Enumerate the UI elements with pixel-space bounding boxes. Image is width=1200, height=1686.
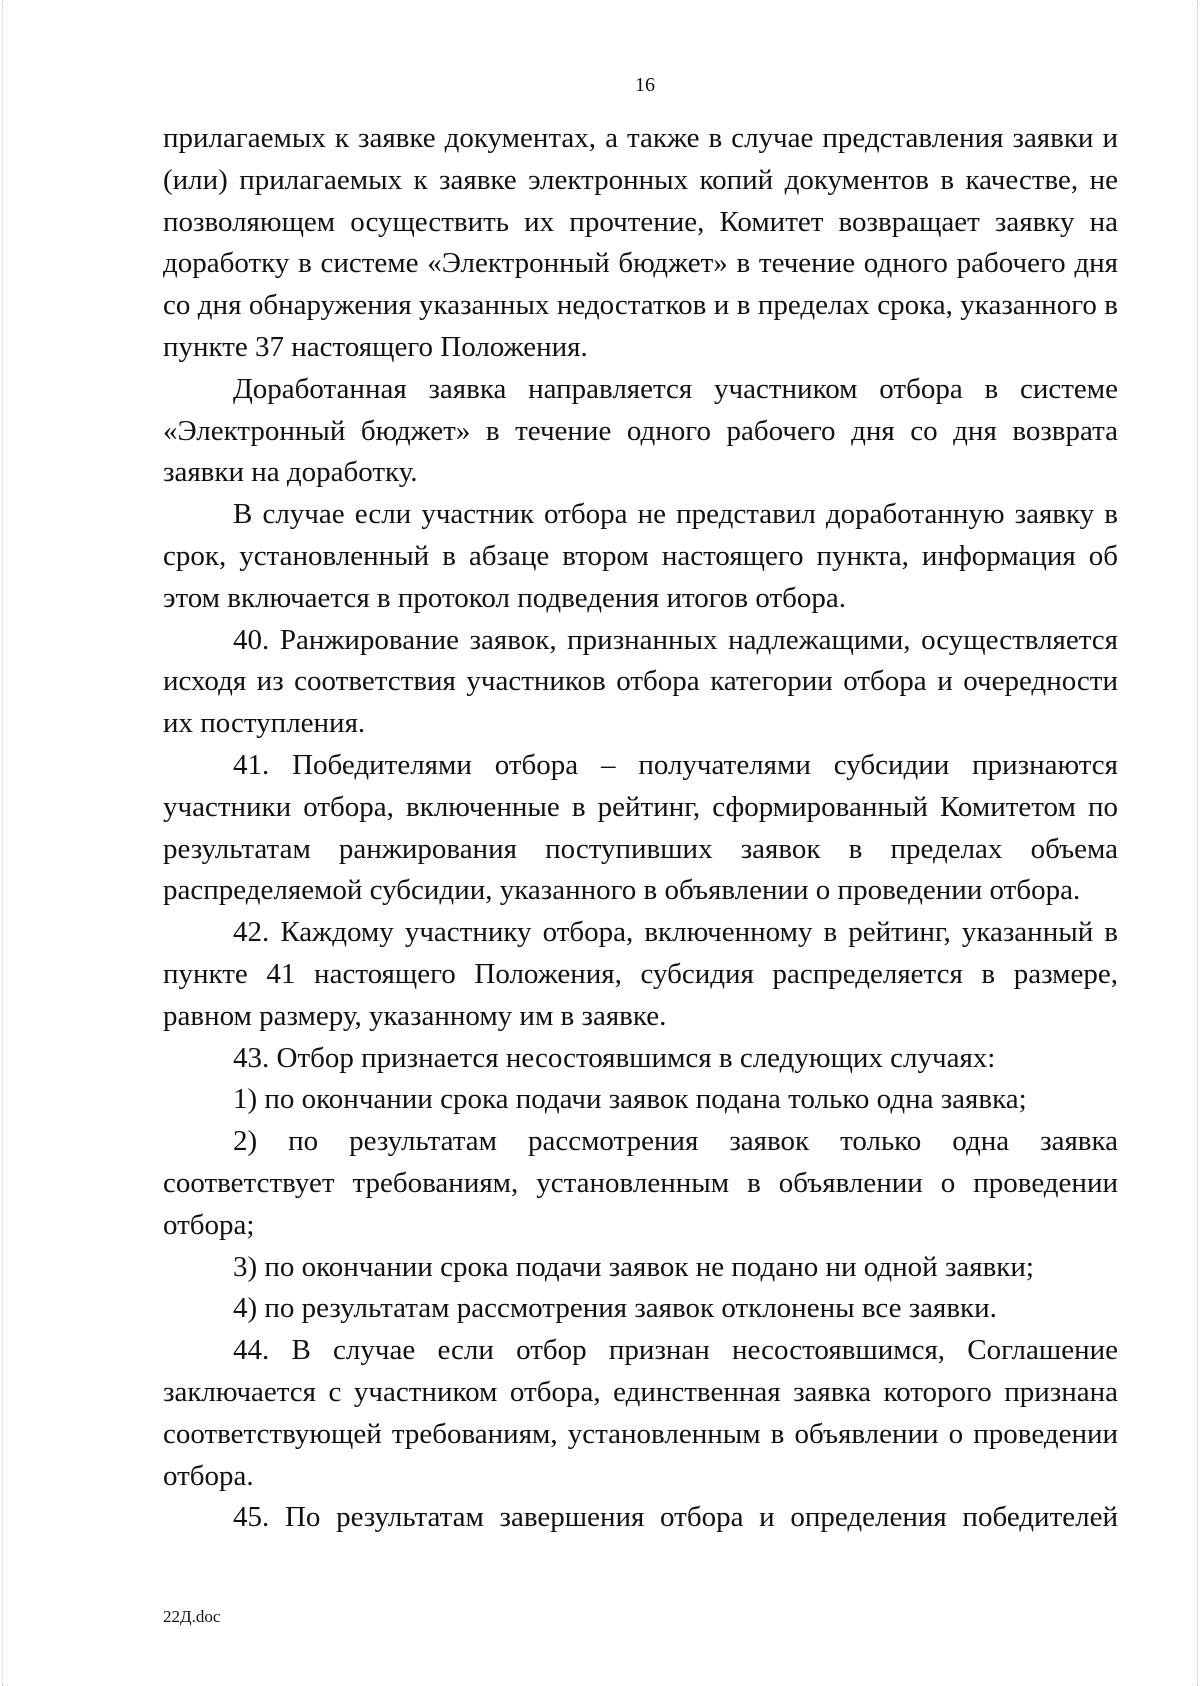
paragraph-39-revised-application: Доработанная заявка направляется участником отбора в системе «Электронный бюджет» в течение одного рабочего дня со дня возврата заявки на доработку. <box>163 372 1118 489</box>
paragraph-41: 41. Победителями отбора – получателями субсидии признаются участники отбора, включенные в рейтинг, сформированный Комитетом по результатам ранжирования поступивших заявок в пределах объема распределяемой субсидии, указанного в объявлении о проведении отбора. <box>163 748 1118 907</box>
paragraph-43-item-4: 4) по результатам рассмотрения заявок отклонены все заявки. <box>233 1292 997 1325</box>
paragraph-43-item-1: 1) по окончании срока подачи заявок подана только одна заявка; <box>233 1083 1027 1116</box>
paragraph-44: 44. В случае если отбор признан несостоявшимся, Соглашение заключается с участником отбора, единственная заявка которого признана соответствующей требованиям, установленным в объявлении о проведении отбора. <box>163 1334 1118 1492</box>
scan-edge-left <box>2 0 7 1686</box>
paragraph-42: 42. Каждому участнику отбора, включенному в рейтинг, указанный в пункте 41 настоящего Положения, субсидия распределяется в размере, равном размеру, указанному им в заявке. <box>163 916 1118 1032</box>
page-number: 16 <box>635 74 655 96</box>
paragraph-43-item-2: 2) по результатам рассмотрения заявок только одна заявка соответствует требованиям, установленным в объявлении о проведении отбора; <box>163 1125 1118 1241</box>
scan-edge-right <box>1193 0 1198 1686</box>
paragraph-45: 45. По результатам завершения отбора и определения победителей <box>233 1501 1118 1534</box>
document-body <box>163 118 1118 1539</box>
paragraph-40: 40. Ранжирование заявок, признанных надлежащими, осуществляется исходя из соответствия участников отбора категории отбора и очередности их поступления. <box>163 623 1118 740</box>
paragraph-39-continuation: прилагаемых к заявке документах, а также в случае представления заявки и (или) прилагаемых к заявке электронных копий документов в качестве, не позволяющем осуществить их прочтение, Комитет возвращает заявку на доработку в системе «Электронный бюджет» в течение одного рабочего дня со дня обнаружения указанных недостатков и в пределах срока, указанного в пункте 37 настоящего Положения. <box>163 122 1118 363</box>
footer-filename: 22Д.doc <box>163 1607 221 1626</box>
paragraph-43: 43. Отбор признается несостоявшимся в следующих случаях: <box>233 1041 996 1074</box>
paragraph-43-item-3: 3) по окончании срока подачи заявок не подано ни одной заявки; <box>233 1250 1034 1283</box>
paragraph-39-not-submitted: В случае если участник отбора не представил доработанную заявку в срок, установленный в абзаце втором настоящего пункта, информация об этом включается в протокол подведения итогов отбора. <box>163 498 1118 614</box>
